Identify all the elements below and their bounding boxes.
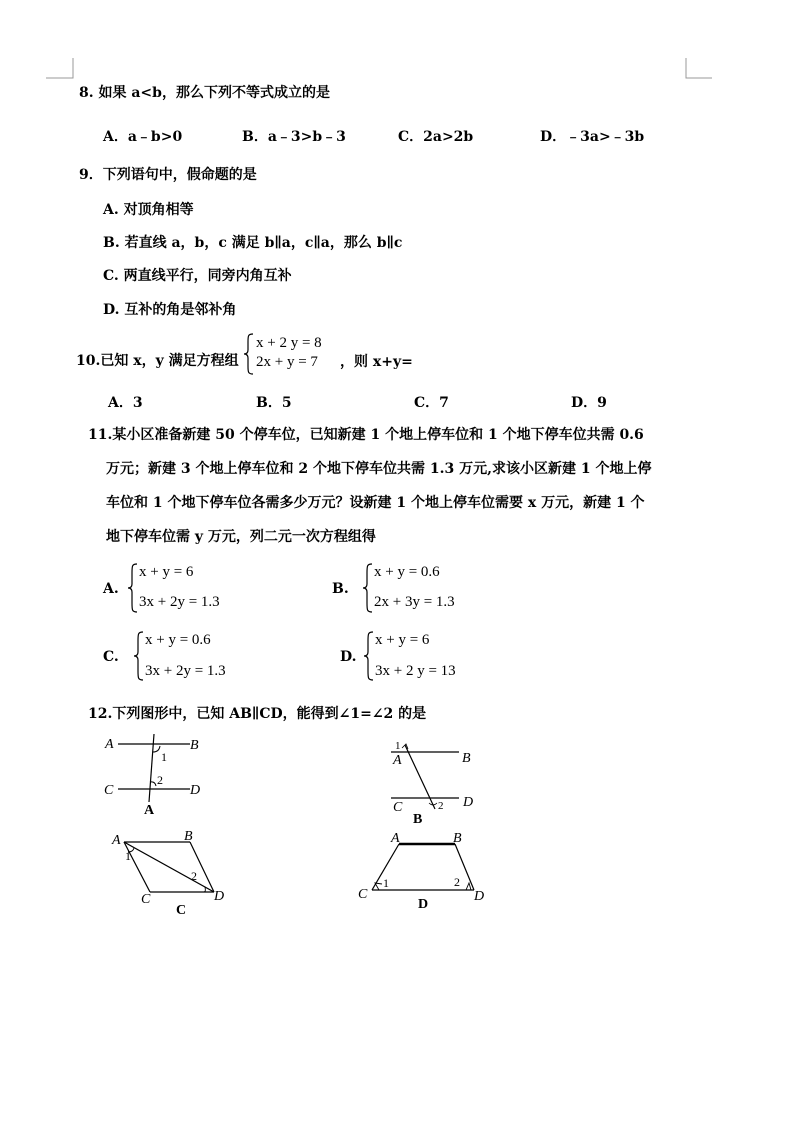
- q11-option-c-label: C.: [103, 649, 119, 665]
- fig-a-option-label: A: [144, 803, 155, 818]
- fig-c-option-label: C: [176, 903, 187, 918]
- q11-option-a-brace: [126, 562, 140, 614]
- q8-option-c: C．2a>2b: [398, 129, 474, 145]
- fig-a-label-a: A: [105, 737, 114, 752]
- fig-c-angle-2: 2: [191, 869, 197, 883]
- q11-option-c-eq2: 3x + 2y = 1.3: [145, 663, 226, 679]
- fig-a-label-c: C: [104, 783, 114, 798]
- q12-figure-d: [356, 828, 496, 914]
- q9-stem: 9．下列语句中，假命题的是: [79, 167, 257, 183]
- q11-line-4: 地下停车位需 y 万元，列二元一次方程组得: [106, 529, 376, 545]
- q11-option-b-eq2: 2x + 3y = 1.3: [374, 594, 455, 610]
- fig-b-label-b: B: [462, 751, 471, 766]
- q9-option-d: D. 互补的角是邻补角: [103, 302, 237, 318]
- q12-figure-a: [96, 730, 216, 820]
- q11-option-d-label: D.: [340, 649, 357, 665]
- fig-b-option-label: B: [413, 812, 423, 827]
- q12-stem: 12.下列图形中，已知 AB∥CD，能得到∠1=∠2 的是: [88, 706, 427, 722]
- fig-a-label-b: B: [190, 738, 199, 753]
- q11-line-3: 车位和 1 个地下停车位各需多少万元？设新建 1 个地上停车位需要 x 万元，新建 1 个: [106, 495, 645, 511]
- fig-d-label-d: D: [474, 889, 485, 904]
- fig-d-label-b: B: [453, 831, 462, 846]
- q10-equation-1: x + 2 y = 8: [256, 335, 322, 351]
- fig-c-label-a: A: [112, 833, 121, 848]
- q10-suffix: ，则 x+y=: [340, 354, 413, 370]
- fig-a-angle-2: 2: [157, 773, 163, 787]
- q11-line-1: 11.某小区准备新建 50 个停车位，已知新建 1 个地上停车位和 1 个地下停车位共需 0.6: [88, 427, 644, 443]
- q11-option-a-eq1: x + y = 6: [139, 564, 194, 580]
- fig-b-label-d: D: [463, 795, 474, 810]
- q10-prefix: 10.已知 x，y 满足方程组: [76, 353, 239, 369]
- fig-b-label-c: C: [393, 800, 403, 815]
- q10-option-a: A．3: [108, 395, 143, 411]
- q10-option-b: B．5: [256, 395, 292, 411]
- q11-option-b-brace: [361, 562, 375, 614]
- fig-a-label-d: D: [190, 783, 201, 798]
- q11-option-b-label: B.: [332, 581, 349, 597]
- q8-stem: 8. 如果 a<b，那么下列不等式成立的是: [79, 85, 330, 101]
- q11-line-2: 万元；新建 3 个地上停车位和 2 个地下停车位共需 1.3 万元,求该小区新建 1 个地上停: [106, 461, 652, 477]
- q11-option-b-eq1: x + y = 0.6: [374, 564, 440, 580]
- q8-option-b: B．a﹣3>b﹣3: [242, 129, 346, 145]
- fig-b-angle-2: 2: [438, 800, 444, 812]
- q9-option-c: C. 两直线平行，同旁内角互补: [103, 268, 292, 284]
- q9-option-b: B. 若直线 a，b，c 满足 b∥a，c∥a，那么 b∥c: [103, 235, 403, 251]
- q11-option-d-eq1: x + y = 6: [375, 632, 430, 648]
- fig-d-angle-1: 1: [383, 876, 389, 890]
- q11-option-c-brace: [132, 630, 146, 682]
- fig-d-label-c: C: [358, 887, 368, 902]
- q12-figure-c: [110, 830, 240, 920]
- fig-c-angle-1: 1: [125, 849, 131, 863]
- q10-option-d: D．9: [571, 395, 607, 411]
- q11-option-d-brace: [362, 630, 376, 682]
- fig-d-option-label: D: [418, 897, 429, 912]
- q11-option-a-eq2: 3x + 2y = 1.3: [139, 594, 220, 610]
- fig-c-label-d: D: [214, 889, 225, 904]
- q9-option-a: A. 对顶角相等: [103, 202, 194, 218]
- q11-option-a-label: A.: [103, 581, 119, 597]
- q11-option-c-eq1: x + y = 0.6: [145, 632, 211, 648]
- fig-c-label-b: B: [184, 830, 193, 844]
- q10-equation-2: 2x + y = 7: [256, 354, 318, 370]
- fig-c-label-c: C: [141, 892, 151, 907]
- q12-figure-b: [385, 735, 495, 827]
- q8-option-d: D．﹣3a>﹣3b: [540, 129, 645, 145]
- q10-option-c: C．7: [414, 395, 449, 411]
- q10-system-brace: [242, 332, 256, 376]
- fig-b-angle-1: 1: [395, 740, 401, 752]
- fig-d-angle-2: 2: [454, 875, 460, 889]
- fig-a-angle-1: 1: [161, 750, 167, 764]
- fig-b-label-a: A: [393, 753, 402, 768]
- fig-d-label-a: A: [391, 831, 400, 846]
- q8-option-a: A．a﹣b>0: [103, 129, 183, 145]
- corner-mark-left: [46, 58, 76, 82]
- q11-option-d-eq2: 3x + 2 y = 13: [375, 663, 456, 679]
- corner-mark-right: [684, 58, 714, 82]
